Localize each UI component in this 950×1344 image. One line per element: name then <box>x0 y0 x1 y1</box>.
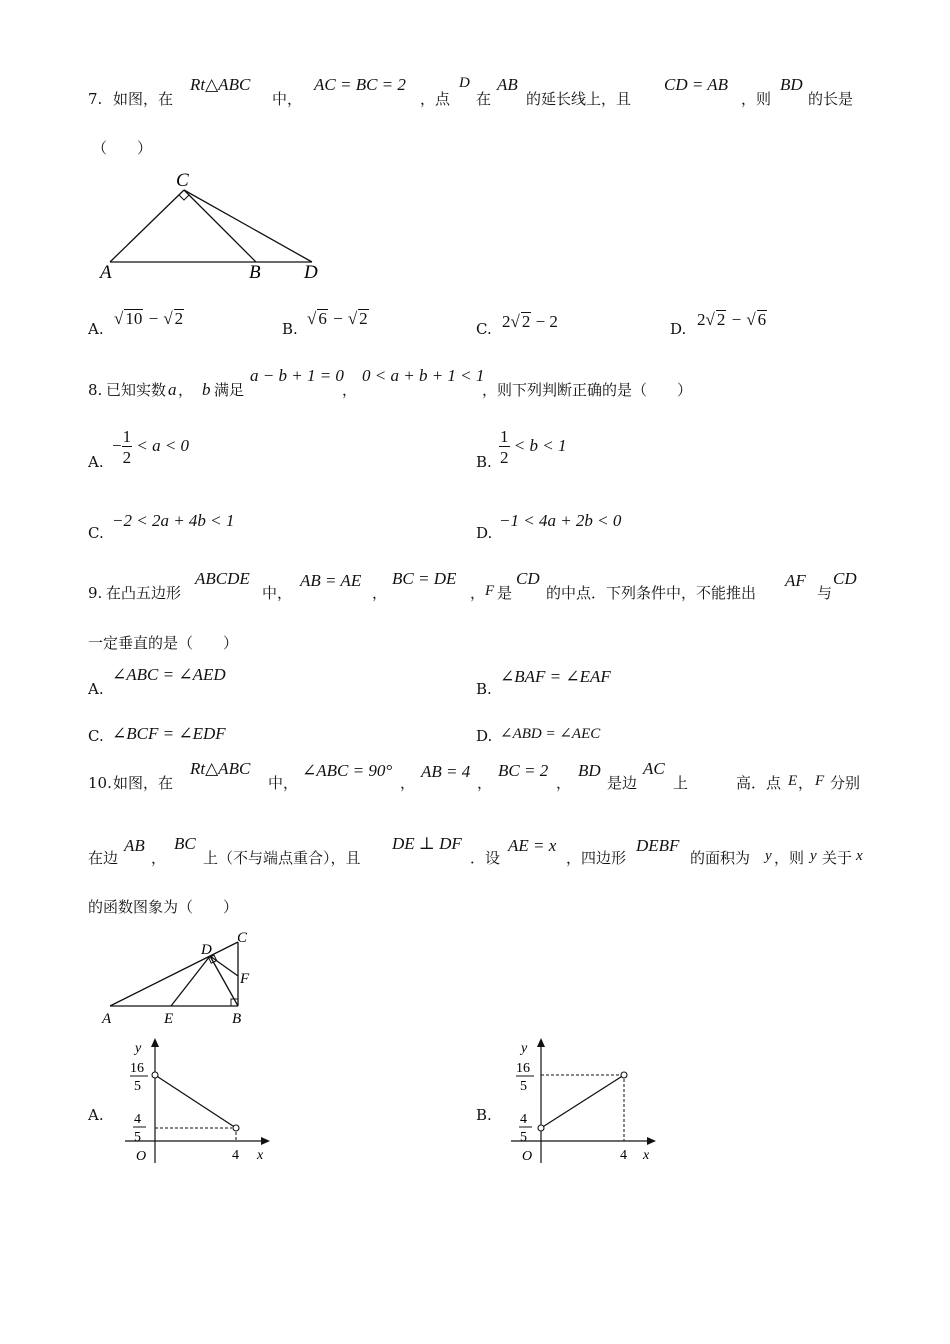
q7-option-a-expr: √ 10 − √ 2 <box>114 309 184 328</box>
q7-text-1: 如图，在 <box>113 90 174 108</box>
q10-option-b-graph <box>506 1035 666 1170</box>
q9-option-d-expr: ∠ABD = ∠AEC <box>500 726 601 742</box>
q10-a-tick-4: 4 <box>134 1112 141 1127</box>
q10-line2-g: ，则 <box>774 849 805 867</box>
q10-seg-bc: BC <box>174 834 196 853</box>
q10-condition-1: ∠ABC = 90° <box>302 761 393 780</box>
q10-line-3: 的函数图象为（ ） <box>88 898 239 916</box>
q10-line2-e: ，四边形 <box>566 849 627 867</box>
q9-text-1: 在凸五边形 <box>106 584 182 602</box>
q10-line2-h: 关于 <box>822 849 853 867</box>
q10-seg-bd: BD <box>578 761 601 780</box>
q10-text-2: 中， <box>268 774 299 792</box>
q10-figure <box>100 928 270 1028</box>
q8-comma: ， <box>178 381 194 399</box>
q8-option-c-expr: −2 < 2a + 4b < 1 <box>112 511 235 530</box>
q7-answer-paren: （ ） <box>92 139 153 157</box>
q8-number: 8. <box>88 381 103 399</box>
q10-fig-label-b: B <box>232 1011 242 1027</box>
q10-a-axis-x: x <box>257 1148 264 1163</box>
q10-line2-f: 的面积为 <box>690 849 751 867</box>
q10-line2-d: ．设 <box>470 849 501 867</box>
q10-text-1: 如图，在 <box>113 774 174 792</box>
q7-figure <box>100 170 330 282</box>
q7-option-c-label: C. <box>476 320 492 338</box>
q10-comma-4: ， <box>798 774 814 792</box>
q10-a-origin: O <box>136 1149 147 1164</box>
q9-option-a-label: A. <box>88 680 104 698</box>
q9-seg-af: AF <box>785 571 806 590</box>
q10-a-tick-5b: 5 <box>134 1130 141 1145</box>
q10-b-origin: O <box>522 1149 533 1164</box>
q9-option-b-expr: ∠BAF = ∠EAF <box>500 667 611 686</box>
q10-comma-3: ， <box>556 774 572 792</box>
q8-text-1: 已知实数 <box>106 381 167 399</box>
q10-b-axis-x: x <box>643 1148 650 1163</box>
q10-fig-label-f: F <box>240 971 250 987</box>
q10-option-b-label: B. <box>476 1106 492 1124</box>
q7-seg-ab: AB <box>497 75 518 94</box>
q9-condition-2: BC = DE <box>392 569 457 588</box>
q9-option-c-expr: ∠BCF = ∠EDF <box>112 724 226 743</box>
q7-option-a-label: A. <box>88 320 104 338</box>
q10-ae-equals-x: AE = x <box>508 836 557 855</box>
q10-point-e: E <box>788 773 798 789</box>
q7-fig-label-d: D <box>304 262 318 283</box>
q10-condition-2: AB = 4 <box>421 762 471 781</box>
q7-option-d-expr: 2√ 2 − √ 6 <box>697 310 767 329</box>
q7-text-3: ，点 <box>420 90 451 108</box>
q8-option-d-expr: −1 < 4a + 2b < 0 <box>499 511 622 530</box>
q10-comma-1: ， <box>400 774 416 792</box>
q9-comma: ， <box>372 584 388 602</box>
q10-seg-ac: AC <box>643 759 665 778</box>
q10-option-a-label: A. <box>88 1106 104 1124</box>
q10-text-6: 分别 <box>830 774 861 792</box>
q7-condition-2: CD = AB <box>664 75 729 94</box>
q9-line-2: 一定垂直的是（ ） <box>88 634 239 652</box>
q9-option-b-label: B. <box>476 680 492 698</box>
q7-point-d: D <box>459 75 470 91</box>
q7-rt-triangle: Rt△ABC <box>190 75 251 94</box>
q9-option-d-label: D. <box>476 727 493 745</box>
q9-point-f: F <box>485 583 495 599</box>
q9-seg-cd-2: CD <box>833 569 857 588</box>
q7-fig-label-b: B <box>249 262 261 283</box>
q8-var-b: b <box>202 380 211 399</box>
q8-option-a-label: A. <box>88 453 104 471</box>
q10-fig-label-d: D <box>201 942 212 958</box>
q9-pentagon: ABCDE <box>195 569 250 588</box>
q10-comma-2: ， <box>477 774 493 792</box>
q8-option-b-label: B. <box>476 453 492 471</box>
q10-b-axis-y: y <box>521 1041 528 1056</box>
q10-b-tick-5b: 5 <box>520 1130 527 1145</box>
q10-quad-debf: DEBF <box>636 836 680 855</box>
q10-var-x: x <box>856 848 863 864</box>
q9-text-3: ， <box>470 584 486 602</box>
q7-seg-bd: BD <box>780 75 803 94</box>
q8-var-a: a <box>168 380 177 399</box>
q9-seg-cd: CD <box>516 569 540 588</box>
q10-line2-b: 上（不与端点重合），且 <box>203 849 361 867</box>
q8-condition-1: a − b + 1 = 0 <box>250 366 344 385</box>
q10-a-tick-5: 5 <box>134 1079 141 1094</box>
q10-var-y-2: y <box>810 848 817 864</box>
q8-condition-2: 0 < a + b + 1 < 1 <box>362 366 485 385</box>
q10-fig-label-a: A <box>102 1011 112 1027</box>
q7-text-4: 在 <box>476 90 492 108</box>
q7-text-2: 中， <box>272 90 303 108</box>
q7-text-7: 的长是 <box>808 90 854 108</box>
q7-text-6: ，则 <box>741 90 772 108</box>
q9-text-5: 的中点．下列条件中，不能推出 <box>546 584 757 602</box>
q7-option-d-label: D. <box>670 320 687 338</box>
q10-var-y: y <box>765 848 772 864</box>
q7-number: 7. <box>88 90 103 108</box>
q10-a-axis-y: y <box>135 1041 142 1056</box>
q8-option-c-label: C. <box>88 524 104 542</box>
q10-b-tick-5: 5 <box>520 1079 527 1094</box>
q10-fig-label-c: C <box>237 930 248 946</box>
q8-text-2: 满足 <box>214 381 245 399</box>
q9-number: 9. <box>88 584 103 602</box>
q10-b-tick-16: 16 <box>516 1061 530 1076</box>
q10-condition-3: BC = 2 <box>498 761 549 780</box>
q10-text-4: 上 <box>673 774 689 792</box>
q10-option-a-graph <box>120 1035 280 1170</box>
q10-number: 10. <box>88 774 112 792</box>
q8-option-d-label: D. <box>476 524 493 542</box>
q9-text-4: 是 <box>497 584 513 602</box>
q8-option-a-expr: − $\frac{1}{2}$ < a < 0 <box>112 427 190 467</box>
q10-b-tick-x4: 4 <box>620 1148 627 1163</box>
q9-option-a-expr: ∠ABC = ∠AED <box>112 665 226 684</box>
q8-text-3: ，则下列判断正确的是（ ） <box>482 381 693 399</box>
q9-text-2: 中， <box>262 584 293 602</box>
q10-text-5: 高．点 <box>736 774 782 792</box>
q7-text-5: 的延长线上，且 <box>526 90 632 108</box>
q9-text-6: 与 <box>817 584 833 602</box>
q7-fig-label-a: A <box>100 262 112 283</box>
q10-point-f: F <box>815 773 825 789</box>
q10-text-3: 是边 <box>607 774 638 792</box>
q10-seg-ab: AB <box>124 836 145 855</box>
q7-fig-label-c: C <box>176 170 189 191</box>
q8-option-b-expr: $\frac{1}{2}$ < b < 1 <box>500 427 567 467</box>
q7-option-c-expr: 2√ 2 − 2 <box>502 312 558 331</box>
q10-perpendicular: DE ⊥ DF <box>392 834 462 853</box>
q7-option-b-expr: √ 6 − √ 2 <box>307 309 368 328</box>
q9-condition-1: AB = AE <box>300 571 362 590</box>
q10-rt-triangle: Rt△ABC <box>190 759 251 778</box>
q10-line2-a: 在边 <box>88 849 119 867</box>
q9-option-c-label: C. <box>88 727 104 745</box>
q7-condition-1: AC = BC = 2 <box>314 75 406 94</box>
q10-a-tick-x4: 4 <box>232 1148 239 1163</box>
q7-option-b-label: B. <box>282 320 298 338</box>
q10-b-tick-4: 4 <box>520 1112 527 1127</box>
q10-a-tick-16: 16 <box>130 1061 144 1076</box>
q10-fig-label-e: E <box>164 1011 174 1027</box>
q10-line2-comma: ， <box>151 849 167 867</box>
q8-comma-2: ， <box>342 381 358 399</box>
